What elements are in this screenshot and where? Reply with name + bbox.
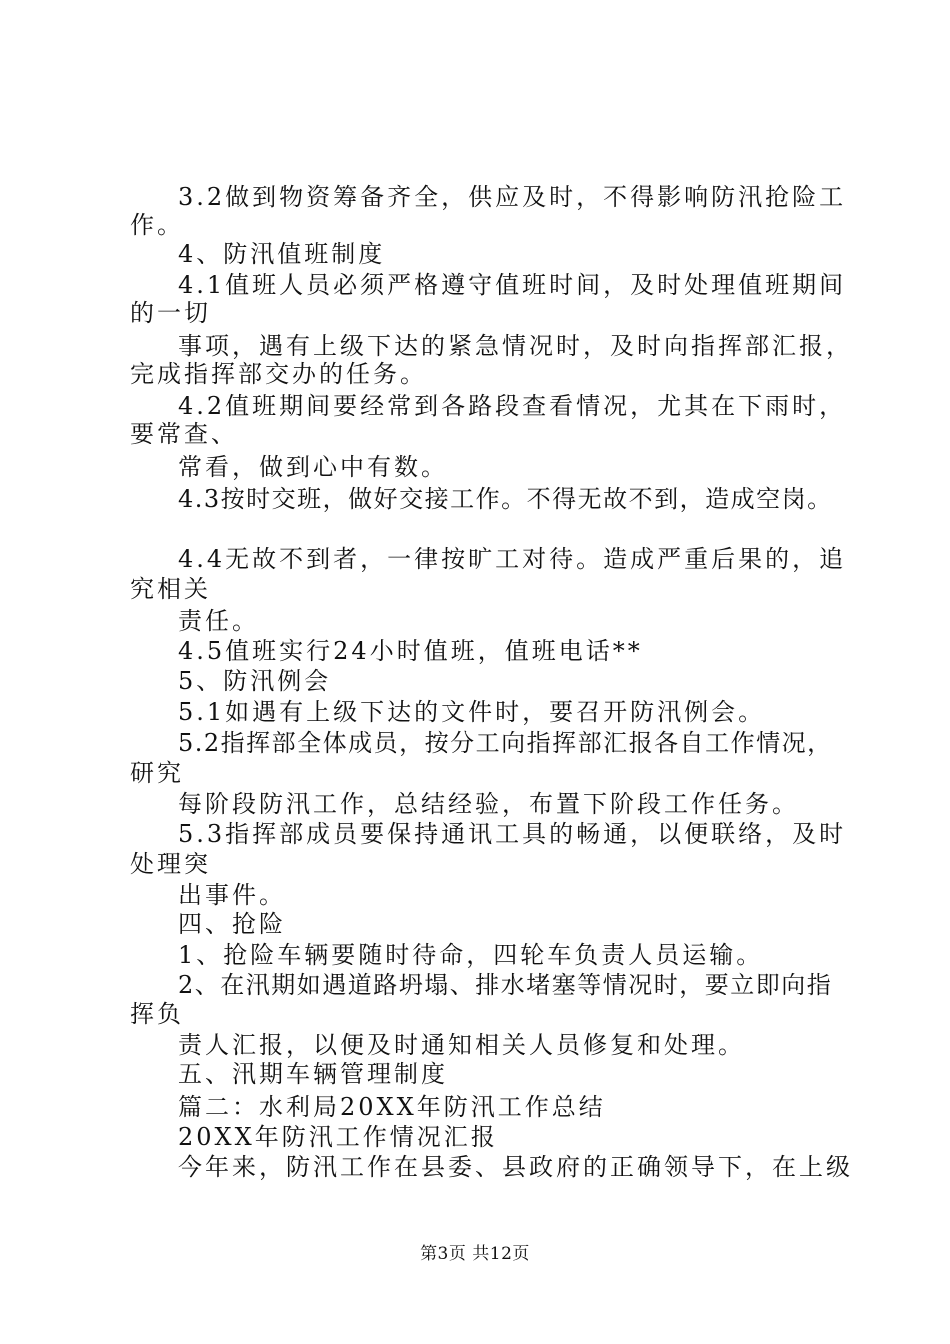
page-number-footer: 第3页 共12页 bbox=[420, 1244, 530, 1264]
section-heading-flood-meeting: 5、防汛例会 bbox=[178, 667, 332, 695]
section-heading-vehicle-management: 五、汛期车辆管理制度 bbox=[178, 1060, 448, 1088]
paragraph-line-12: 4.4无故不到者，一律按旷工对待。造成严重后果的，追 bbox=[178, 545, 847, 573]
section-heading-duty-system: 4、防汛值班制度 bbox=[178, 240, 386, 268]
paragraph-line-8: 4.2值班期间要经常到各路段查看情况，尤其在下雨时， bbox=[178, 392, 847, 420]
paragraph-line-9: 要常查、 bbox=[130, 420, 238, 448]
paragraph-line-28: 责人汇报，以便及时通知相关人员修复和处理。 bbox=[178, 1031, 745, 1059]
paragraph-line-1: 3.2做到物资筹备齐全，供应及时，不得影响防汛抢险工 bbox=[178, 183, 847, 211]
paragraph-line-23: 出事件。 bbox=[178, 881, 286, 909]
paragraph-line-27: 挥负 bbox=[130, 1000, 184, 1028]
paragraph-line-20: 每阶段防汛工作，总结经验，布置下阶段工作任务。 bbox=[178, 790, 799, 818]
paragraph-line-6: 事项，遇有上级下达的紧急情况时，及时向指挥部汇报， bbox=[178, 332, 853, 360]
paragraph-line-25: 1、抢险车辆要随时待命，四轮车负责人员运输。 bbox=[178, 941, 764, 969]
paragraph-line-14: 责任。 bbox=[178, 607, 259, 635]
paragraph-line-13: 究相关 bbox=[130, 575, 211, 603]
paragraph-line-10: 常看，做到心中有数。 bbox=[178, 453, 448, 481]
paragraph-line-21: 5.3指挥部成员要保持通讯工具的畅通，以便联络，及时 bbox=[178, 820, 847, 848]
report-title: 20XX年防汛工作情况汇报 bbox=[178, 1123, 498, 1151]
paragraph-line-26: 2、在汛期如遇道路坍塌、排水堵塞等情况时，要立即向指 bbox=[178, 971, 833, 999]
paragraph-line-15: 4.5值班实行24小时值班，值班电话** bbox=[178, 637, 643, 665]
paragraph-line-32: 今年来，防汛工作在县委、县政府的正确领导下，在上级 bbox=[178, 1153, 853, 1181]
paragraph-line-7: 完成指挥部交办的任务。 bbox=[130, 360, 427, 388]
section-heading-rescue: 四、抢险 bbox=[178, 910, 286, 938]
paragraph-line-11: 4.3按时交班，做好交接工作。不得无故不到，造成空岗。 bbox=[178, 485, 833, 513]
paragraph-line-18: 5.2指挥部全体成员，按分工向指挥部汇报各自工作情况， bbox=[178, 729, 833, 757]
paragraph-line-2: 作。 bbox=[130, 211, 184, 239]
article-title-part-two: 篇二：水利局20XX年防汛工作总结 bbox=[178, 1093, 606, 1121]
paragraph-line-4: 4.1值班人员必须严格遵守值班时间，及时处理值班期间 bbox=[178, 271, 847, 299]
paragraph-line-5: 的一切 bbox=[130, 299, 211, 327]
paragraph-line-22: 处理突 bbox=[130, 850, 211, 878]
paragraph-line-19: 研究 bbox=[130, 759, 184, 787]
paragraph-line-17: 5.1如遇有上级下达的文件时，要召开防汛例会。 bbox=[178, 698, 766, 726]
